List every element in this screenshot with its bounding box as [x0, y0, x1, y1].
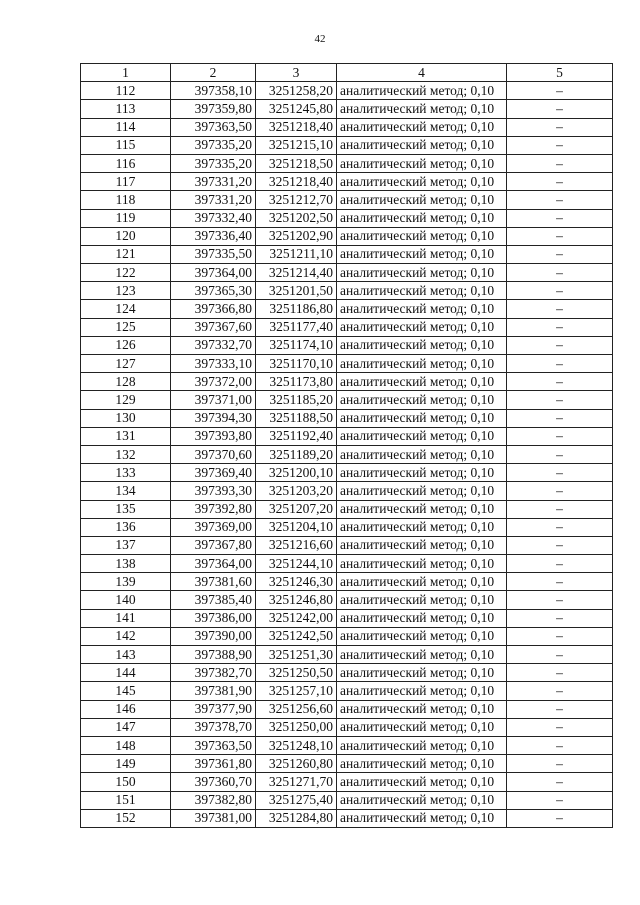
table-row [81, 300, 613, 318]
note-cell: – [507, 100, 613, 118]
x-coordinate-cell: 397367,80 [171, 536, 256, 554]
method-accuracy-cell: аналитический метод; 0,10 [337, 700, 507, 718]
y-coordinate-cell: 3251271,70 [256, 773, 337, 791]
table-row [81, 154, 613, 172]
y-coordinate-cell: 3251246,80 [256, 591, 337, 609]
point-number-cell: 114 [81, 118, 171, 136]
note-cell: – [507, 154, 613, 172]
x-coordinate-cell: 397381,60 [171, 573, 256, 591]
note-cell: – [507, 227, 613, 245]
note-cell: – [507, 427, 613, 445]
y-coordinate-cell: 3251202,50 [256, 209, 337, 227]
table-row [81, 391, 613, 409]
table-row [81, 482, 613, 500]
point-number-cell: 120 [81, 227, 171, 245]
method-accuracy-cell: аналитический метод; 0,10 [337, 100, 507, 118]
x-coordinate-cell: 397365,30 [171, 282, 256, 300]
point-number-cell: 115 [81, 136, 171, 154]
note-cell: – [507, 573, 613, 591]
y-coordinate-cell: 3251218,40 [256, 118, 337, 136]
point-number-cell: 144 [81, 664, 171, 682]
method-accuracy-cell: аналитический метод; 0,10 [337, 464, 507, 482]
point-number-cell: 112 [81, 82, 171, 100]
note-cell: – [507, 391, 613, 409]
x-coordinate-cell: 397381,00 [171, 809, 256, 827]
note-cell: – [507, 791, 613, 809]
note-cell: – [507, 555, 613, 573]
point-number-cell: 117 [81, 173, 171, 191]
x-coordinate-cell: 397377,90 [171, 700, 256, 718]
point-number-cell: 141 [81, 609, 171, 627]
x-coordinate-cell: 397372,00 [171, 373, 256, 391]
point-number-cell: 113 [81, 100, 171, 118]
point-number-cell: 147 [81, 718, 171, 736]
note-cell: – [507, 264, 613, 282]
x-coordinate-cell: 397369,40 [171, 464, 256, 482]
x-coordinate-cell: 397360,70 [171, 773, 256, 791]
method-accuracy-cell: аналитический метод; 0,10 [337, 336, 507, 354]
method-accuracy-cell: аналитический метод; 0,10 [337, 591, 507, 609]
point-number-cell: 128 [81, 373, 171, 391]
x-coordinate-cell: 397390,00 [171, 627, 256, 645]
x-coordinate-cell: 397386,00 [171, 609, 256, 627]
method-accuracy-cell: аналитический метод; 0,10 [337, 300, 507, 318]
point-number-cell: 139 [81, 573, 171, 591]
page-number: 42 [314, 33, 326, 45]
point-number-cell: 140 [81, 591, 171, 609]
table-row [81, 373, 613, 391]
method-accuracy-cell: аналитический метод; 0,10 [337, 391, 507, 409]
note-cell: – [507, 736, 613, 754]
table-header-row [81, 64, 613, 82]
x-coordinate-cell: 397371,00 [171, 391, 256, 409]
method-accuracy-cell: аналитический метод; 0,10 [337, 773, 507, 791]
note-cell: – [507, 536, 613, 554]
table-row [81, 209, 613, 227]
y-coordinate-cell: 3251250,00 [256, 718, 337, 736]
y-coordinate-cell: 3251218,40 [256, 173, 337, 191]
table-row [81, 355, 613, 373]
header-col-3: 3 [256, 64, 337, 82]
note-cell: – [507, 373, 613, 391]
table-row [81, 100, 613, 118]
method-accuracy-cell: аналитический метод; 0,10 [337, 664, 507, 682]
method-accuracy-cell: аналитический метод; 0,10 [337, 136, 507, 154]
y-coordinate-cell: 3251188,50 [256, 409, 337, 427]
method-accuracy-cell: аналитический метод; 0,10 [337, 482, 507, 500]
x-coordinate-cell: 397358,10 [171, 82, 256, 100]
x-coordinate-cell: 397364,00 [171, 555, 256, 573]
x-coordinate-cell: 397335,50 [171, 245, 256, 263]
x-coordinate-cell: 397394,30 [171, 409, 256, 427]
table-row [81, 264, 613, 282]
note-cell: – [507, 173, 613, 191]
method-accuracy-cell: аналитический метод; 0,10 [337, 173, 507, 191]
note-cell: – [507, 518, 613, 536]
note-cell: – [507, 646, 613, 664]
table-row [81, 736, 613, 754]
point-number-cell: 125 [81, 318, 171, 336]
note-cell: – [507, 664, 613, 682]
table-row [81, 282, 613, 300]
method-accuracy-cell: аналитический метод; 0,10 [337, 427, 507, 445]
y-coordinate-cell: 3251186,80 [256, 300, 337, 318]
table-row [81, 191, 613, 209]
point-number-cell: 132 [81, 445, 171, 463]
table-row [81, 336, 613, 354]
point-number-cell: 116 [81, 154, 171, 172]
method-accuracy-cell: аналитический метод; 0,10 [337, 736, 507, 754]
point-number-cell: 145 [81, 682, 171, 700]
point-number-cell: 119 [81, 209, 171, 227]
method-accuracy-cell: аналитический метод; 0,10 [337, 318, 507, 336]
y-coordinate-cell: 3251200,10 [256, 464, 337, 482]
method-accuracy-cell: аналитический метод; 0,10 [337, 227, 507, 245]
point-number-cell: 151 [81, 791, 171, 809]
method-accuracy-cell: аналитический метод; 0,10 [337, 755, 507, 773]
point-number-cell: 146 [81, 700, 171, 718]
y-coordinate-cell: 3251245,80 [256, 100, 337, 118]
table-row [81, 791, 613, 809]
x-coordinate-cell: 397335,20 [171, 154, 256, 172]
point-number-cell: 150 [81, 773, 171, 791]
point-number-cell: 129 [81, 391, 171, 409]
point-number-cell: 137 [81, 536, 171, 554]
x-coordinate-cell: 397333,10 [171, 355, 256, 373]
point-number-cell: 123 [81, 282, 171, 300]
y-coordinate-cell: 3251212,70 [256, 191, 337, 209]
table-row [81, 809, 613, 827]
note-cell: – [507, 718, 613, 736]
table-row [81, 591, 613, 609]
x-coordinate-cell: 397382,70 [171, 664, 256, 682]
y-coordinate-cell: 3251242,50 [256, 627, 337, 645]
x-coordinate-cell: 397363,50 [171, 118, 256, 136]
note-cell: – [507, 191, 613, 209]
x-coordinate-cell: 397388,90 [171, 646, 256, 664]
note-cell: – [507, 355, 613, 373]
table-row [81, 518, 613, 536]
x-coordinate-cell: 397392,80 [171, 500, 256, 518]
table-row [81, 245, 613, 263]
table-row [81, 700, 613, 718]
point-number-cell: 149 [81, 755, 171, 773]
table-row [81, 664, 613, 682]
y-coordinate-cell: 3251284,80 [256, 809, 337, 827]
x-coordinate-cell: 397381,90 [171, 682, 256, 700]
note-cell: – [507, 282, 613, 300]
table-row [81, 573, 613, 591]
x-coordinate-cell: 397364,00 [171, 264, 256, 282]
note-cell: – [507, 682, 613, 700]
method-accuracy-cell: аналитический метод; 0,10 [337, 627, 507, 645]
x-coordinate-cell: 397393,80 [171, 427, 256, 445]
y-coordinate-cell: 3251189,20 [256, 445, 337, 463]
method-accuracy-cell: аналитический метод; 0,10 [337, 791, 507, 809]
x-coordinate-cell: 397332,70 [171, 336, 256, 354]
y-coordinate-cell: 3251202,90 [256, 227, 337, 245]
header-col-2: 2 [171, 64, 256, 82]
table-row [81, 718, 613, 736]
note-cell: – [507, 318, 613, 336]
note-cell: – [507, 409, 613, 427]
y-coordinate-cell: 3251275,40 [256, 791, 337, 809]
note-cell: – [507, 464, 613, 482]
x-coordinate-cell: 397369,00 [171, 518, 256, 536]
x-coordinate-cell: 397385,40 [171, 591, 256, 609]
method-accuracy-cell: аналитический метод; 0,10 [337, 809, 507, 827]
note-cell: – [507, 118, 613, 136]
method-accuracy-cell: аналитический метод; 0,10 [337, 682, 507, 700]
table-row [81, 682, 613, 700]
method-accuracy-cell: аналитический метод; 0,10 [337, 154, 507, 172]
x-coordinate-cell: 397361,80 [171, 755, 256, 773]
y-coordinate-cell: 3251211,10 [256, 245, 337, 263]
method-accuracy-cell: аналитический метод; 0,10 [337, 355, 507, 373]
point-number-cell: 138 [81, 555, 171, 573]
y-coordinate-cell: 3251250,50 [256, 664, 337, 682]
header-col-4: 4 [337, 64, 507, 82]
point-number-cell: 130 [81, 409, 171, 427]
y-coordinate-cell: 3251170,10 [256, 355, 337, 373]
x-coordinate-cell: 397336,40 [171, 227, 256, 245]
note-cell: – [507, 591, 613, 609]
method-accuracy-cell: аналитический метод; 0,10 [337, 409, 507, 427]
header-col-1: 1 [81, 64, 171, 82]
method-accuracy-cell: аналитический метод; 0,10 [337, 500, 507, 518]
note-cell: – [507, 627, 613, 645]
method-accuracy-cell: аналитический метод; 0,10 [337, 282, 507, 300]
note-cell: – [507, 700, 613, 718]
header-col-5: 5 [507, 64, 613, 82]
point-number-cell: 134 [81, 482, 171, 500]
note-cell: – [507, 500, 613, 518]
x-coordinate-cell: 397359,80 [171, 100, 256, 118]
table-row [81, 427, 613, 445]
point-number-cell: 122 [81, 264, 171, 282]
table-row [81, 318, 613, 336]
x-coordinate-cell: 397335,20 [171, 136, 256, 154]
x-coordinate-cell: 397370,60 [171, 445, 256, 463]
note-cell: – [507, 755, 613, 773]
y-coordinate-cell: 3251214,40 [256, 264, 337, 282]
point-number-cell: 121 [81, 245, 171, 263]
point-number-cell: 127 [81, 355, 171, 373]
point-number-cell: 133 [81, 464, 171, 482]
point-number-cell: 136 [81, 518, 171, 536]
note-cell: – [507, 336, 613, 354]
y-coordinate-cell: 3251216,60 [256, 536, 337, 554]
point-number-cell: 148 [81, 736, 171, 754]
table-row [81, 445, 613, 463]
method-accuracy-cell: аналитический метод; 0,10 [337, 209, 507, 227]
point-number-cell: 126 [81, 336, 171, 354]
y-coordinate-cell: 3251215,10 [256, 136, 337, 154]
note-cell: – [507, 445, 613, 463]
y-coordinate-cell: 3251207,20 [256, 500, 337, 518]
y-coordinate-cell: 3251248,10 [256, 736, 337, 754]
method-accuracy-cell: аналитический метод; 0,10 [337, 264, 507, 282]
table-row [81, 555, 613, 573]
note-cell: – [507, 209, 613, 227]
y-coordinate-cell: 3251260,80 [256, 755, 337, 773]
note-cell: – [507, 809, 613, 827]
method-accuracy-cell: аналитический метод; 0,10 [337, 518, 507, 536]
y-coordinate-cell: 3251251,30 [256, 646, 337, 664]
y-coordinate-cell: 3251242,00 [256, 609, 337, 627]
point-number-cell: 142 [81, 627, 171, 645]
method-accuracy-cell: аналитический метод; 0,10 [337, 82, 507, 100]
point-number-cell: 131 [81, 427, 171, 445]
method-accuracy-cell: аналитический метод; 0,10 [337, 609, 507, 627]
note-cell: – [507, 300, 613, 318]
y-coordinate-cell: 3251177,40 [256, 318, 337, 336]
method-accuracy-cell: аналитический метод; 0,10 [337, 445, 507, 463]
y-coordinate-cell: 3251256,60 [256, 700, 337, 718]
x-coordinate-cell: 397332,40 [171, 209, 256, 227]
method-accuracy-cell: аналитический метод; 0,10 [337, 373, 507, 391]
method-accuracy-cell: аналитический метод; 0,10 [337, 646, 507, 664]
table-row [81, 118, 613, 136]
y-coordinate-cell: 3251185,20 [256, 391, 337, 409]
y-coordinate-cell: 3251246,30 [256, 573, 337, 591]
y-coordinate-cell: 3251203,20 [256, 482, 337, 500]
table-row [81, 173, 613, 191]
table-row [81, 773, 613, 791]
table-row [81, 464, 613, 482]
note-cell: – [507, 82, 613, 100]
y-coordinate-cell: 3251258,20 [256, 82, 337, 100]
table-row [81, 646, 613, 664]
point-number-cell: 124 [81, 300, 171, 318]
x-coordinate-cell: 397367,60 [171, 318, 256, 336]
x-coordinate-cell: 397382,80 [171, 791, 256, 809]
x-coordinate-cell: 397331,20 [171, 191, 256, 209]
x-coordinate-cell: 397331,20 [171, 173, 256, 191]
table-row [81, 500, 613, 518]
y-coordinate-cell: 3251257,10 [256, 682, 337, 700]
y-coordinate-cell: 3251218,50 [256, 154, 337, 172]
note-cell: – [507, 609, 613, 627]
method-accuracy-cell: аналитический метод; 0,10 [337, 555, 507, 573]
y-coordinate-cell: 3251173,80 [256, 373, 337, 391]
point-number-cell: 135 [81, 500, 171, 518]
table-row [81, 755, 613, 773]
y-coordinate-cell: 3251204,10 [256, 518, 337, 536]
table-row [81, 609, 613, 627]
y-coordinate-cell: 3251201,50 [256, 282, 337, 300]
table-row [81, 227, 613, 245]
table-row [81, 536, 613, 554]
method-accuracy-cell: аналитический метод; 0,10 [337, 573, 507, 591]
table-row [81, 409, 613, 427]
method-accuracy-cell: аналитический метод; 0,10 [337, 118, 507, 136]
table-row [81, 627, 613, 645]
y-coordinate-cell: 3251192,40 [256, 427, 337, 445]
point-number-cell: 143 [81, 646, 171, 664]
method-accuracy-cell: аналитический метод; 0,10 [337, 718, 507, 736]
point-number-cell: 118 [81, 191, 171, 209]
x-coordinate-cell: 397378,70 [171, 718, 256, 736]
note-cell: – [507, 482, 613, 500]
y-coordinate-cell: 3251174,10 [256, 336, 337, 354]
x-coordinate-cell: 397393,30 [171, 482, 256, 500]
table-row [81, 136, 613, 154]
coordinates-table [80, 63, 613, 828]
point-number-cell: 152 [81, 809, 171, 827]
method-accuracy-cell: аналитический метод; 0,10 [337, 536, 507, 554]
x-coordinate-cell: 397363,50 [171, 736, 256, 754]
note-cell: – [507, 773, 613, 791]
method-accuracy-cell: аналитический метод; 0,10 [337, 191, 507, 209]
y-coordinate-cell: 3251244,10 [256, 555, 337, 573]
method-accuracy-cell: аналитический метод; 0,10 [337, 245, 507, 263]
table-row [81, 82, 613, 100]
note-cell: – [507, 136, 613, 154]
note-cell: – [507, 245, 613, 263]
x-coordinate-cell: 397366,80 [171, 300, 256, 318]
